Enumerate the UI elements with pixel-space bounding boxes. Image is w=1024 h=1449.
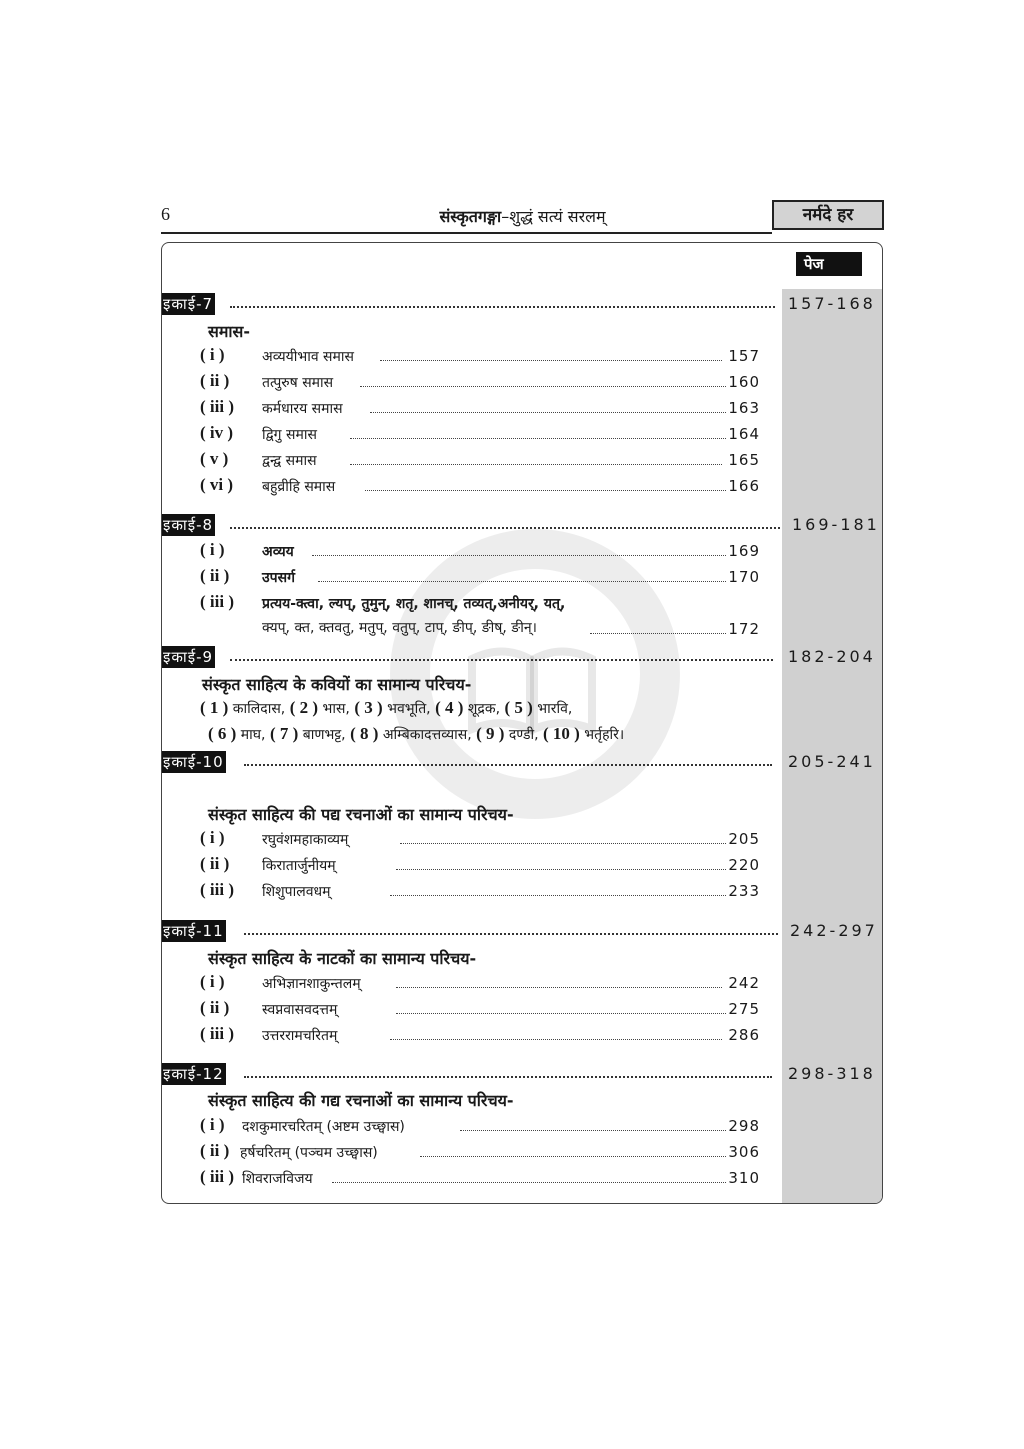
leader-dots [332,1182,726,1183]
leader-dots [365,490,726,491]
toc-entry[interactable] [200,592,760,636]
entry-number: ( ii ) [200,998,230,1017]
unit-page-range: 205-241 [788,752,876,771]
entry-number: ( i ) [200,1115,225,1134]
header-rule [161,232,772,234]
entry-label: स्वप्नवासवदत्तम् [262,1002,338,1018]
entry-page: 220 [728,856,760,874]
entry-page: 164 [728,425,760,443]
leader-dots [230,306,775,308]
leader-dots [390,895,726,896]
unit-9-row[interactable] [162,646,883,668]
section-title: संस्कृत साहित्य की गद्य रचनाओं का सामान्य परिचय- [208,1091,514,1110]
entry-number: ( i ) [200,828,225,847]
leader-dots [244,1076,772,1078]
entry-page: 275 [728,1000,760,1018]
leader-dots [312,555,726,556]
entry-label: दशकुमारचरितम् (अष्टम उच्छ्वास) [242,1119,405,1135]
poets-list-line-2: ( 6 ) माघ, ( 7 ) बाणभट्ट, ( 8 ) अम्बिकादत्तव्यास, ( 9 ) दण्डी, ( 10 ) भर्तृहरि। [208,724,625,743]
entry-page: 172 [728,620,760,638]
entry-label: अव्ययीभाव समास [262,349,354,365]
entry-page: 169 [728,542,760,560]
toc-entry[interactable] [200,828,760,850]
leader-dots [244,764,772,766]
unit-tag: इकाई-8 [163,516,214,534]
leader-dots [350,464,722,465]
book-title: संस्कृतगङ्गा [439,207,502,226]
toc-entry[interactable] [200,854,760,876]
unit-8-row[interactable] [162,514,883,536]
toc-entry[interactable] [200,371,760,393]
leader-dots [390,1039,722,1040]
entry-label: बहुव्रीहि समास [262,479,336,495]
toc-entry[interactable] [200,397,760,419]
brand-label: नर्मदे हर [772,200,884,230]
page-header [161,200,884,234]
section-title: समास- [208,322,250,341]
leader-dots [396,869,726,870]
leader-dots [244,933,778,935]
leader-dots [400,843,726,844]
leader-dots [230,527,780,529]
table-of-contents [161,242,883,1204]
entry-number: ( iii ) [200,397,234,416]
entry-page: 310 [728,1169,760,1187]
toc-entry[interactable] [200,1024,760,1046]
entry-number: ( iii ) [200,880,234,899]
toc-entry[interactable] [200,566,760,588]
toc-entry[interactable] [200,1167,760,1189]
toc-entry[interactable] [200,1141,760,1163]
entry-label: द्विगु समास [262,427,317,443]
unit-11-row[interactable] [162,920,883,942]
leader-dots [230,659,773,661]
entry-page: 163 [728,399,760,417]
entry-page: 306 [728,1143,760,1161]
unit-page-range: 182-204 [788,647,876,666]
entry-number: ( iv ) [200,423,234,442]
leader-dots [590,633,726,634]
unit-tag: इकाई-12 [163,1065,224,1083]
section-title: संस्कृत साहित्य की पद्य रचनाओं का सामान्य परिचय- [208,805,514,824]
toc-entry[interactable] [200,449,760,471]
toc-entry[interactable] [200,475,760,497]
entry-number: ( ii ) [200,566,230,585]
leader-dots [360,386,726,387]
entry-label: तत्पुरुष समास [262,375,334,391]
entry-number: ( iii ) [200,1167,234,1186]
toc-entry[interactable] [200,423,760,445]
leader-dots [396,1013,726,1014]
entry-number: ( iii ) [200,1024,234,1043]
entry-number: ( iii ) [200,592,234,611]
toc-entry[interactable] [200,972,760,994]
leader-dots [460,1130,726,1131]
toc-entry[interactable] [200,1115,760,1137]
entry-number: ( i ) [200,972,225,991]
entry-label: हर्षचरितम् (पञ्चम उच्छ्वास) [240,1145,378,1161]
entry-number: ( ii ) [200,854,230,873]
toc-entry[interactable] [200,345,760,367]
leader-dots [420,1156,726,1157]
entry-page: 286 [728,1026,760,1044]
entry-number: ( ii ) [200,371,230,390]
entry-page: 166 [728,477,760,495]
unit-tag: इकाई-7 [163,295,214,313]
entry-page: 157 [728,347,760,365]
toc-entry[interactable] [200,540,760,562]
entry-label: प्रत्यय-क्त्वा, ल्यप्, तुमुन्, शतृ, शानच्, तव्यत्,अनीयर्, यत्, [262,596,566,612]
entry-label: शिवराजविजय [242,1171,313,1187]
unit-page-range: 242-297 [790,921,878,940]
page-number: 6 [161,204,170,224]
unit-page-range: 169-181 [792,515,880,534]
leader-dots [318,581,726,582]
entry-label-continued: क्यप्, क्त, क्तवतु, मतुप्, वतुप्, टाप्, ङीप्, ङीष्, ङीन्। [262,620,537,636]
leader-dots [370,412,726,413]
unit-10-row[interactable] [162,751,883,773]
entry-page: 165 [728,451,760,469]
entry-label: अव्यय [262,544,294,560]
entry-label: कर्मधारय समास [262,401,343,417]
unit-tag: इकाई-10 [163,753,224,771]
entry-page: 242 [728,974,760,992]
leader-dots [380,360,722,361]
leader-dots [396,987,722,988]
section-title: संस्कृत साहित्य के नाटकों का सामान्य परिचय- [208,949,477,968]
entry-number: ( vi ) [200,475,234,494]
toc-entry[interactable] [200,998,760,1020]
unit-page-range: 298-318 [788,1064,876,1083]
entry-label: द्वन्द्व समास [262,453,317,469]
unit-tag: इकाई-9 [163,648,214,666]
unit-12-row[interactable] [162,1063,883,1085]
poets-list-line-1: ( 1 ) कालिदास, ( 2 ) भास, ( 3 ) भवभूति, ( 4 ) शूद्रक, ( 5 ) भारवि, [200,698,573,717]
unit-page-range: 157-168 [788,294,876,313]
unit-tag: इकाई-11 [163,922,224,940]
entry-page: 170 [728,568,760,586]
entry-label: शिशुपालवधम् [262,884,331,900]
entry-number: ( i ) [200,540,225,559]
unit-7-row[interactable] [162,293,883,315]
entry-page: 298 [728,1117,760,1135]
entry-label: अभिज्ञानशाकुन्तलम् [262,976,361,992]
entry-page: 205 [728,830,760,848]
entry-number: ( v ) [200,449,229,468]
entry-label: किरातार्जुनीयम् [262,858,336,874]
entry-label: उपसर्ग [262,570,295,586]
section-title: संस्कृत साहित्य के कवियों का सामान्य परिचय- [202,675,472,694]
book-subtitle: –शुद्धं सत्यं सरलम् [501,207,606,226]
page-column-header: पेज [796,252,862,276]
leader-dots [350,438,726,439]
entry-number: ( ii ) [200,1141,230,1160]
toc-entry[interactable] [200,880,760,902]
entry-page: 233 [728,882,760,900]
entry-label: उत्तररामचरितम् [262,1028,338,1044]
entry-page: 160 [728,373,760,391]
entry-label: रघुवंशमहाकाव्यम् [262,832,349,848]
entry-number: ( i ) [200,345,225,364]
